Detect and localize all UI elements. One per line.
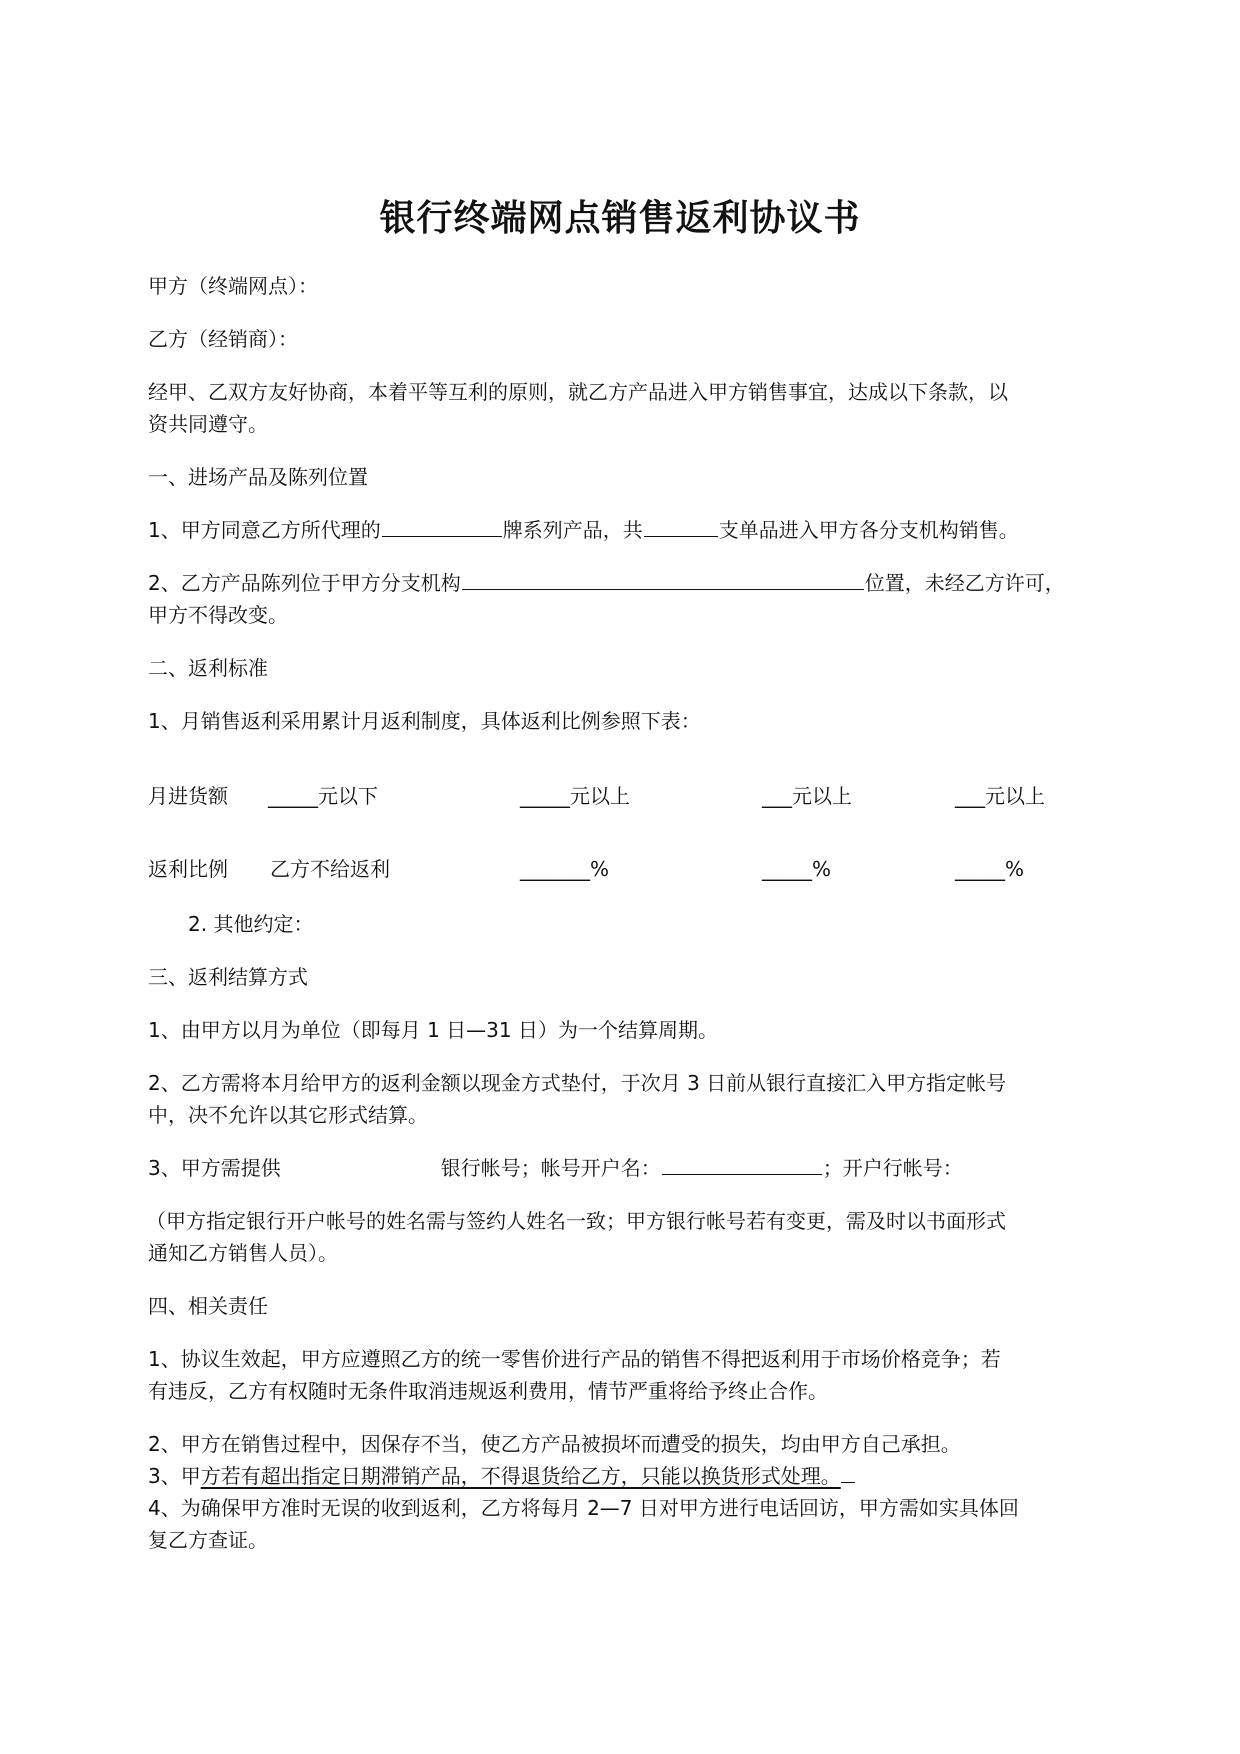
section-3-heading: 三、返利结算方式	[148, 965, 308, 989]
section-3-item-3	[148, 1152, 1108, 1184]
underline-tail	[841, 1460, 855, 1483]
party-b-line: 乙方（经销商）：	[148, 327, 298, 351]
product-count-blank	[644, 514, 718, 537]
section-4-item-2: 2、甲方在销售过程中，因保存不当，使乙方产品被损坏而遭受的损失，均由甲方自己承担。	[148, 1432, 961, 1456]
section-2-heading: 二、返利标准	[148, 656, 268, 680]
section-2-item-1: 1、月销售返利采用累计月返利制度，具体返利比例参照下表：	[148, 709, 701, 733]
section-3-note-line-1: （甲方指定银行开户帐号的姓名需与签约人姓名一致；甲方银行帐号若有变更，需及时以书面形式	[146, 1209, 1006, 1233]
intro-paragraph-line-2: 资共同遵守。	[148, 412, 268, 436]
intro-paragraph-line-1: 经甲、乙双方友好协商，本着平等互利的原则，就乙方产品进入甲方销售事宜，达成以下条款，以	[148, 380, 1008, 404]
s1-item1-text-a: 1、甲方同意乙方所代理的	[148, 518, 381, 542]
row2-col3: _____%	[762, 857, 832, 881]
s1-item2-text-a: 2、乙方产品陈列位于甲方分支机构	[148, 571, 461, 595]
row1-col2: _____元以上	[520, 784, 630, 808]
row2-col2: _______%	[520, 857, 610, 881]
document-title: 银行终端网点销售返利协议书	[379, 198, 861, 239]
section-3-item-1: 1、由甲方以月为单位（即每月 1 日—31 日）为一个结算周期。	[148, 1018, 718, 1042]
s3-item3-text-a: 3、甲方需提供	[148, 1156, 281, 1180]
s4-item3-underlined-text: 方若有超出指定日期滞销产品，不得退货给乙方，只能以换货形式处理。	[200, 1464, 841, 1488]
account-name-blank	[662, 1152, 822, 1175]
s4-item3-text-a: 3、甲	[148, 1464, 201, 1488]
section-4-item-4-line-1: 4、为确保甲方准时无误的收到返利，乙方将每月 2—7 日对甲方进行电话回访，甲方需如实具体回	[148, 1496, 1019, 1520]
section-4-item-4-line-2: 复乙方查证。	[148, 1528, 268, 1552]
section-1-item-2	[148, 567, 1108, 599]
section-1-item-1	[148, 514, 1108, 546]
row-label-rebate-ratio: 返利比例	[148, 857, 228, 881]
s1-item2-text-b: 位置，未经乙方许可，	[864, 571, 1065, 595]
section-4-item-1-line-1: 1、协议生效起，甲方应遵照乙方的统一零售价进行产品的销售不得把返利用于市场价格竞争；若	[148, 1347, 1001, 1371]
row2-col1: 乙方不给返利	[270, 857, 390, 881]
brand-blank	[382, 514, 502, 537]
section-4-heading: 四、相关责任	[148, 1294, 268, 1318]
s1-item1-text-c: 支单品进入甲方各分支机构销售。	[718, 518, 1019, 542]
s3-item3-text-c: ；开户行帐号：	[822, 1156, 963, 1180]
section-4-item-3	[148, 1460, 1108, 1492]
s1-item1-text-b: 牌系列产品，共	[502, 518, 643, 542]
section-3-item-2-line-1: 2、乙方需将本月给甲方的返利金额以现金方式垫付，于次月 3 日前从银行直接汇入甲方指定帐号	[148, 1071, 1007, 1095]
row1-col3: ___元以上	[762, 784, 852, 808]
section-2-item-2: 2. 其他约定：	[188, 912, 314, 936]
section-1-item-2-cont: 甲方不得改变。	[148, 603, 288, 627]
party-a-line: 甲方（终端网点）：	[148, 274, 318, 298]
row2-col4: _____%	[955, 857, 1025, 881]
row1-col4: ___元以上	[955, 784, 1045, 808]
section-1-heading: 一、进场产品及陈列位置	[148, 465, 368, 489]
row1-col1: _____元以下	[268, 784, 378, 808]
row-label-monthly-purchase: 月进货额	[148, 784, 228, 808]
section-3-item-2-line-2: 中，决不允许以其它形式结算。	[148, 1103, 428, 1127]
branch-location-blank	[462, 567, 864, 590]
section-4-item-1-line-2: 有违反，乙方有权随时无条件取消违规返利费用，情节严重将给予终止合作。	[148, 1379, 828, 1403]
section-3-note-line-2: 通知乙方销售人员）。	[148, 1241, 338, 1265]
s3-item3-text-b: 银行帐号；帐号开户名：	[440, 1156, 661, 1180]
